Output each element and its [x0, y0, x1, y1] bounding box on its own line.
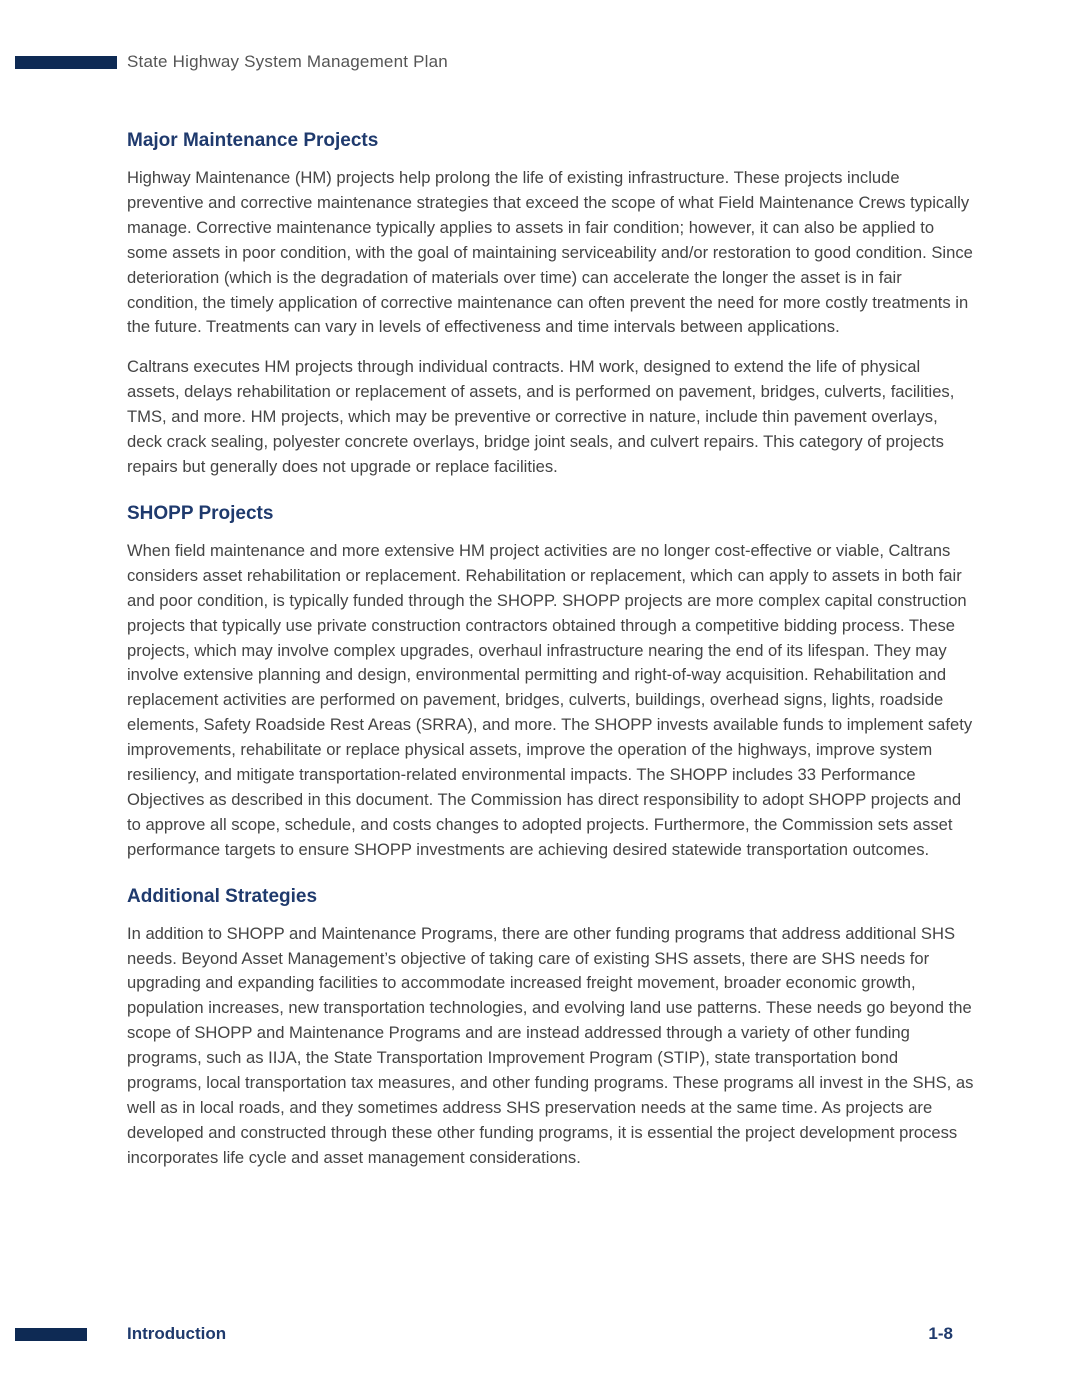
- section-heading: Additional Strategies: [127, 885, 318, 907]
- paragraph: Highway Maintenance (HM) projects help prolong the life of existing infrastructure. These projects include preventive and corrective maintenance strategies that exceed the scope of what Field Maintenance Crews typically manage. Corrective maintenance typically applies to assets in fair condition; however, it can also be applied to some assets in poor condition, with the goal of maintaining serviceability and/or restoration to good condition. Since deterioration (which is the degradation of materials over time) can accelerate the longer the asset is in fair condition, the timely application of corrective maintenance can often prevent the need for more costly treatments in the future. Treatments can vary in levels of effectiveness and time intervals between applications.: [127, 168, 973, 337]
- paragraph: Caltrans executes HM projects through individual contracts. HM work, designed to extend the life of physical assets, delays rehabilitation or replacement of assets, and is performed on pavement, bridges, culverts, facilities, TMS, and more. HM projects, which may be preventive or corrective in nature, include thin pavement overlays, deck crack sealing, polyester concrete overlays, bridge joint seals, and culvert repairs. This category of projects repairs but generally does not upgrade or replace facilities.: [127, 357, 955, 476]
- document-title: State Highway System Management Plan: [127, 52, 448, 71]
- header-accent-bar: [15, 56, 117, 69]
- paragraph: In addition to SHOPP and Maintenance Programs, there are other funding programs that address additional SHS needs. Beyond Asset Management’s objective of taking care of existing SHS assets, there are SHS needs for upgrading and expanding facilities to accommodate increased freight movement, broader economic growth, population increases, new transportation technologies, and evolving land use patterns. These needs go beyond the scope of SHOPP and Maintenance Programs and are instead addressed through a variety of other funding programs, such as IIJA, the State Transportation Improvement Program (STIP), state transportation bond programs, local transportation tax measures, and other funding programs. These programs all invest in the SHS, as well as in local roads, and they sometimes address SHS preservation needs at the same time. As projects are developed and constructed through these other funding programs, it is essential the project development process incorporates life cycle and asset management considerations.: [127, 923, 974, 1167]
- section-heading: SHOPP Projects: [127, 502, 274, 524]
- section-additional-strategies: [127, 884, 977, 1171]
- section-shopp-projects: [127, 501, 977, 863]
- paragraph: When field maintenance and more extensive HM project activities are no longer cost-effective or viable, Caltrans considers asset rehabilitation or replacement. Rehabilitation or replacement, which can apply to assets in both fair and poor condition, is typically funded through the SHOPP. SHOPP projects are more complex capital construction projects that typically use private construction contractors obtained through a competitive bidding process. These projects, which may involve complex upgrades, overhaul infrastructure nearing the end of its lifespan. They may involve extensive planning and design, environmental permitting and right-of-way acquisition. Rehabilitation and replacement activities are performed on pavement, bridges, culverts, buildings, overhead signs, lights, roadside elements, Safety Roadside Rest Areas (SRRA), and more. The SHOPP invests available funds to implement safety improvements, rehabilitate or replace physical assets, improve the operation of the highways, improve system resiliency, and mitigate transportation-related environmental impacts. The SHOPP includes 33 Performance Objectives as described in this document. The Commission has direct responsibility to adopt SHOPP projects and to approve all scope, schedule, and costs changes to adopted projects. Furthermore, the Commission sets asset performance targets to ensure SHOPP investments are achieving desired statewide transportation outcomes.: [127, 540, 973, 859]
- section-heading: Major Maintenance Projects: [127, 130, 379, 151]
- footer-accent-bar: [15, 1328, 87, 1341]
- section-major-maintenance: [127, 128, 977, 480]
- footer-section-label: Introduction: [127, 1324, 227, 1343]
- page-content: [127, 128, 977, 1186]
- page-number: 1-8: [928, 1324, 953, 1343]
